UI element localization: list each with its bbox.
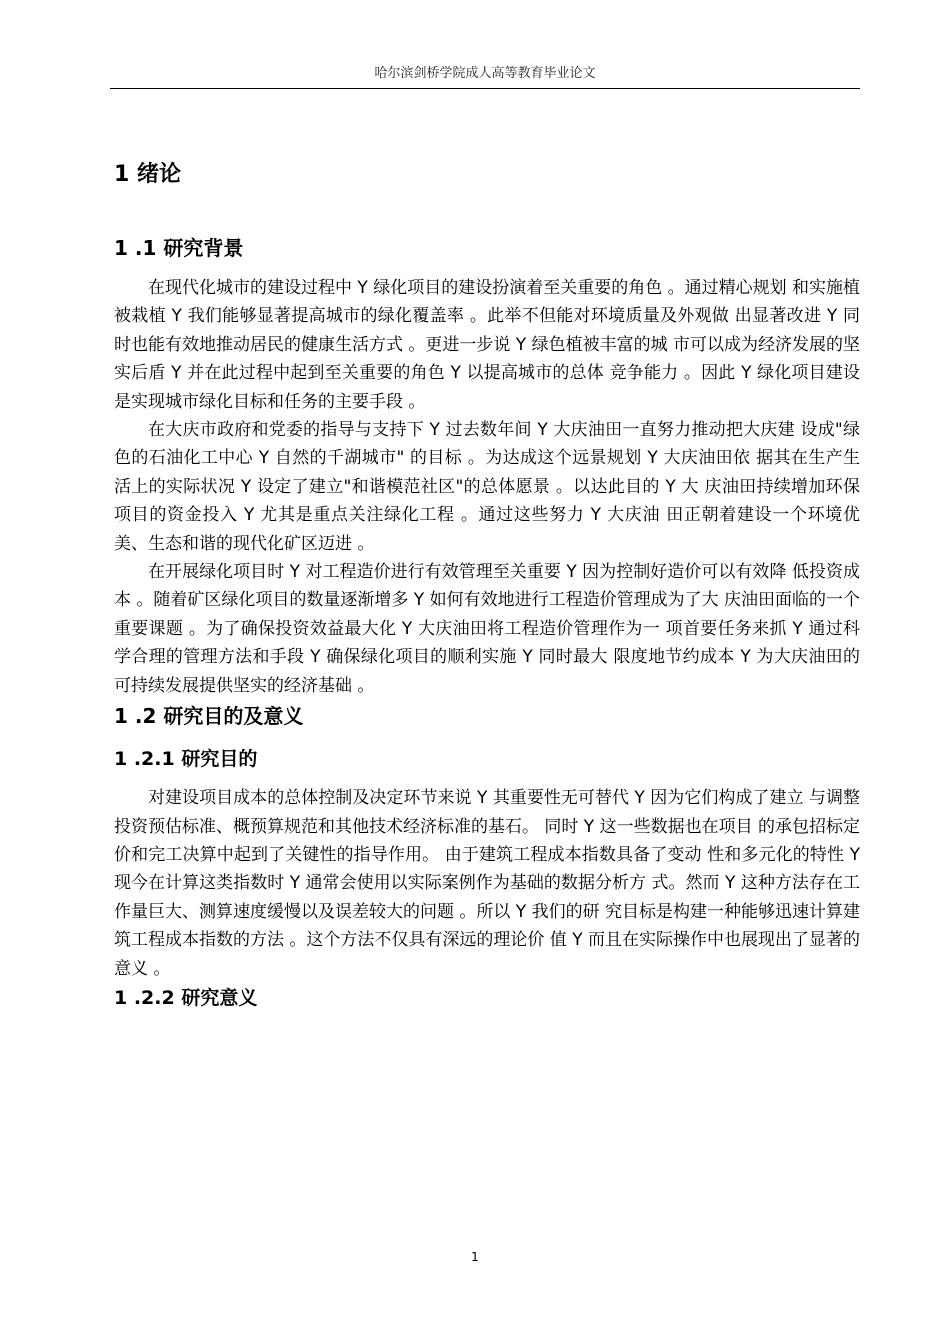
- section-1-1-title: 1 .1 研究背景: [114, 236, 244, 260]
- paragraph: 在开展绿化项目时 Y 对工程造价进行有效管理至关重要 Y 因为控制好造价可以有效降 低投资成本 。随着矿区绿化项目的数量逐渐增多 Y 如何有效地进行工程造价管理成为了大 庆油田面临的一个重要课题 。为了确保投资效益最大化 Y 大庆油田将工程造价管理作为一 项首要任务来抓 Y 通过科学合理的管理方法和手段 Y 确保绿化项目的顺利实施 Y 同时最大 限度地节约成本 Y 为大庆油田的可持续发展提供坚实的经济基础 。: [114, 562, 860, 696]
- page-number: 1: [471, 1250, 479, 1264]
- section-1-2-1-body: [114, 784, 860, 983]
- chapter-title: 1 绪论: [114, 162, 181, 187]
- section-1-1-body: [114, 274, 860, 700]
- page-header: 哈尔滨剑桥学院成人高等教育毕业论文: [374, 66, 596, 81]
- section-1-2-2-title: 1 .2.2 研究意义: [114, 986, 258, 1009]
- paragraph: 在现代化城市的建设过程中 Y 绿化项目的建设扮演着至关重要的角色 。通过精心规划 和实施植被栽植 Y 我们能够显著提高城市的绿化覆盖率 。此举不但能对环境质量及外观做 出显著改进 Y 同时也能有效地推动居民的健康生活方式 。更进一步说 Y 绿色植被丰富的城 市可以成为经济发展的坚实后盾 Y 并在此过程中起到至关重要的角色 Y 以提高城市的总体 竞争能力 。因此 Y 绿化项目建设是实现城市绿化目标和任务的主要手段 。: [114, 278, 860, 412]
- section-1-2-1-title: 1 .2.1 研究目的: [114, 748, 258, 771]
- header-divider: [110, 88, 860, 89]
- section-1-2-title: 1 .2 研究目的及意义: [114, 704, 304, 729]
- paragraph: 在大庆市政府和党委的指导与支持下 Y 过去数年间 Y 大庆油田一直努力推动把大庆建 设成"绿色的石油化工中心 Y 自然的千湖城市" 的目标 。为达成这个远景规划 Y 大庆油田依 据其在生产生活上的实际状况 Y 设定了建立"和谐模范社区"的总体愿景 。以达此目的 Y 大 庆油田持续增加环保项目的资金投入 Y 尤其是重点关注绿化工程 。通过这些努力 Y 大庆油 田正朝着建设一个环境优美、生态和谐的现代化矿区迈进 。: [114, 420, 860, 554]
- paragraph: 对建设项目成本的总体控制及决定环节来说 Y 其重要性无可替代 Y 因为它们构成了建立 与调整投资预估标准、概预算规范和其他技术经济标准的基石。 同时 Y 这一些数据也在项目 的承包招标定价和完工决算中起到了关键性的指导作用。 由于建筑工程成本指数具备了变动 性和多元化的特性 Y 现今在计算这类指数时 Y 通常会使用以实际案例作为基础的数据分析方 式。然而 Y 这种方法存在工作量巨大、测算速度缓慢以及误差较大的问题 。所以 Y 我们的研 究目标是构建一种能够迅速计算建筑工程成本指数的方法 。这个方法不仅具有深远的理论价 值 Y 而且在实际操作中也展现出了显著的意义 。: [114, 788, 860, 979]
- document-body: [114, 158, 860, 1013]
